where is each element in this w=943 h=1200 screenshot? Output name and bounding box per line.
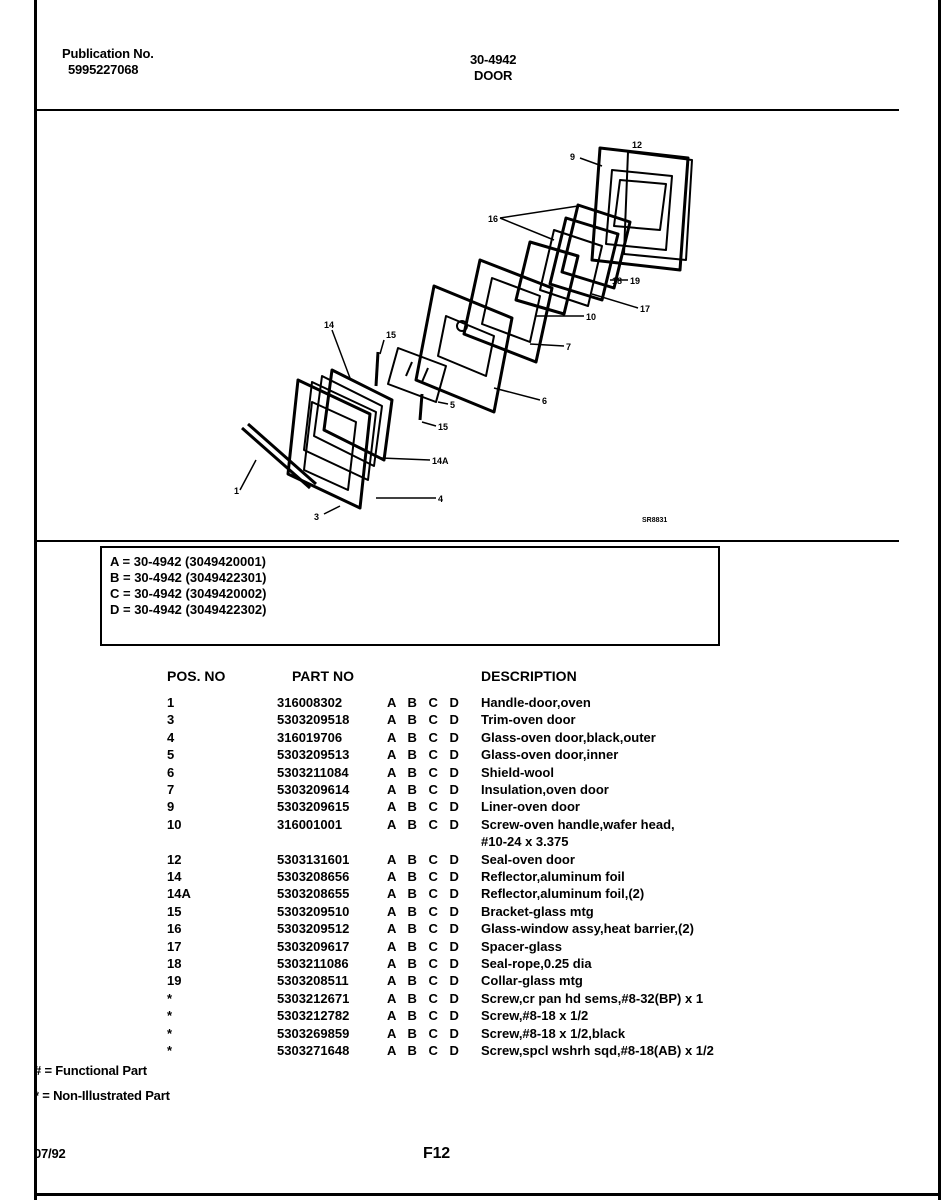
pos-no-cell: 15 (167, 903, 182, 919)
description-cell: Seal-oven door (481, 851, 575, 867)
callout-14a: 14A (432, 456, 449, 466)
diagram-rule (37, 540, 899, 542)
callout-15-top: 15 (386, 330, 397, 340)
diagram-code: SR8831 (642, 517, 668, 524)
table-row (0, 746, 943, 763)
models-cell: A B C D (387, 1043, 463, 1058)
part-no-cell: 5303131601 (277, 851, 350, 867)
pos-no-cell: 9 (167, 799, 175, 815)
table-row (0, 885, 943, 902)
exploded-door-diagram (200, 130, 720, 530)
models-cell: A B C D (387, 747, 463, 763)
pos-no-cell: 4 (167, 729, 175, 745)
table-row (0, 990, 943, 1007)
pos-no-cell: 1 (167, 695, 175, 710)
pos-no-cell: 14A (167, 886, 191, 902)
pos-no-cell: 18 (167, 956, 182, 971)
models-cell: A B C D (387, 729, 463, 745)
pos-no-cell: * (167, 1008, 173, 1024)
model-key-c: C = 30-4942 (3049420002) (110, 586, 267, 601)
description-cell: Shield-wool (481, 764, 554, 780)
publication-number: 5995227068 (68, 62, 139, 77)
table-row (0, 1007, 943, 1024)
table-row (0, 851, 943, 868)
description-cell: Screw,#8-18 x 1/2 (481, 1008, 589, 1024)
table-row (0, 694, 943, 711)
model-series: 30-4942 (470, 52, 517, 67)
models-cell: A B C D (387, 956, 463, 971)
description-cell: Reflector,aluminum foil (481, 869, 625, 884)
model-key-b: B = 30-4942 (3049422301) (110, 570, 267, 585)
models-cell: A B C D (387, 1025, 463, 1041)
table-row (0, 955, 943, 972)
description-cell: Glass-window assy,heat barrier,(2) (481, 921, 694, 937)
models-cell: A B C D (387, 712, 463, 728)
part-no-cell: 5303209614 (277, 782, 350, 797)
table-row (0, 1042, 943, 1059)
models-cell: A B C D (387, 816, 463, 832)
callout-18: 18 (612, 276, 623, 286)
part-no-cell: 5303209615 (277, 799, 350, 815)
description-cell: Spacer-glass (481, 938, 562, 954)
description-cell: Glass-oven door,black,outer (481, 729, 656, 745)
callout-4: 4 (438, 494, 444, 504)
table-row (0, 920, 943, 937)
table-row (0, 868, 943, 885)
models-cell: A B C D (387, 799, 463, 815)
pos-no-cell: 12 (167, 851, 182, 867)
pos-no-cell: 19 (167, 973, 182, 989)
callout-7: 7 (566, 342, 572, 352)
callout-1: 1 (234, 486, 240, 496)
table-row (0, 816, 943, 833)
description-cell: Handle-door,oven (481, 695, 591, 710)
part-no-cell: 316008302 (277, 695, 343, 710)
models-cell: A B C D (387, 921, 463, 937)
header-part-no: PART NO (292, 668, 354, 684)
models-cell: A B C D (387, 869, 463, 884)
legend-functional: # = Functional Part (34, 1063, 147, 1078)
table-row (0, 1025, 943, 1042)
description-cell: Reflector,aluminum foil,(2) (481, 886, 645, 902)
part-no-cell: 5303209510 (277, 903, 350, 919)
part-no-cell: 5303208656 (277, 869, 350, 884)
header-pos-no: POS. NO (167, 668, 226, 684)
description-cell: Screw-oven handle,wafer head, (481, 816, 675, 832)
footer-page: F12 (423, 1145, 450, 1162)
callout-16: 16 (488, 214, 499, 224)
callout-9: 9 (570, 152, 576, 162)
table-row (0, 903, 943, 920)
pos-no-cell: 6 (167, 764, 175, 780)
table-row (0, 798, 943, 815)
part-no-cell: 5303271648 (277, 1043, 350, 1058)
liner-part (592, 148, 688, 270)
model-key-a: A = 30-4942 (3049420001) (110, 554, 266, 569)
pos-no-cell: * (167, 1025, 173, 1041)
callout-17: 17 (640, 304, 651, 314)
callout-14: 14 (324, 320, 335, 330)
publication-label: Publication No. (62, 46, 154, 61)
pos-no-cell: * (167, 990, 173, 1006)
description-cell: Screw,spcl wshrh sqd,#8-18(AB) x 1/2 (481, 1043, 714, 1058)
pos-no-cell: 7 (167, 782, 175, 797)
description-cell: Glass-oven door,inner (481, 747, 619, 763)
part-no-cell: 5303211086 (277, 956, 349, 971)
callout-10: 10 (586, 312, 597, 322)
description-cell: Liner-oven door (481, 799, 580, 815)
pos-no-cell: 10 (167, 816, 182, 832)
table-row (0, 938, 943, 955)
callout-3: 3 (314, 512, 320, 522)
models-cell: A B C D (387, 851, 463, 867)
table-row (0, 972, 943, 989)
table-row (0, 764, 943, 781)
models-cell: A B C D (387, 886, 463, 902)
shield-part (416, 286, 512, 412)
table-row (0, 729, 943, 746)
pos-no-cell: 3 (167, 712, 175, 728)
models-cell: A B C D (387, 695, 463, 710)
models-cell: A B C D (387, 1008, 463, 1024)
part-no-cell: 5303209518 (277, 712, 350, 728)
legend-non-illustrated: * = Non-Illustrated Part (34, 1088, 170, 1103)
callout-15-bottom: 15 (438, 422, 449, 432)
section-title: DOOR (474, 68, 513, 83)
table-row (0, 711, 943, 728)
description-cell: #10-24 x 3.375 (481, 834, 569, 850)
part-no-cell: 5303211084 (277, 764, 349, 780)
pos-no-cell: 16 (167, 921, 182, 937)
models-cell: A B C D (387, 990, 463, 1006)
footer-date: 07/92 (34, 1146, 66, 1161)
part-no-cell: 5303208655 (277, 886, 350, 902)
callout-5: 5 (450, 400, 456, 410)
models-cell: A B C D (387, 938, 463, 954)
part-no-cell: 5303212671 (277, 990, 350, 1006)
header-description: DESCRIPTION (481, 668, 577, 684)
models-cell: A B C D (387, 782, 463, 797)
description-cell: Bracket-glass mtg (481, 903, 594, 919)
models-cell: A B C D (387, 764, 463, 780)
description-cell: Insulation,oven door (481, 782, 609, 797)
pos-no-cell: * (167, 1043, 173, 1058)
description-cell: Screw,cr pan hd sems,#8-32(BP) x 1 (481, 990, 704, 1006)
pos-no-cell: 5 (167, 747, 175, 763)
part-no-cell: 5303269859 (277, 1025, 350, 1041)
part-no-cell: 5303212782 (277, 1008, 350, 1024)
table-row-continuation (0, 833, 943, 850)
part-no-cell: 5303209513 (277, 747, 350, 763)
callout-6: 6 (542, 396, 548, 406)
part-no-cell: 316001001 (277, 816, 343, 832)
callout-19: 19 (630, 276, 641, 286)
description-cell: Trim-oven door (481, 712, 576, 728)
callout-12: 12 (632, 140, 643, 150)
model-key-box (100, 546, 720, 646)
description-cell: Collar-glass mtg (481, 973, 583, 989)
description-cell: Screw,#8-18 x 1/2,black (481, 1025, 626, 1041)
description-cell: Seal-rope,0.25 dia (481, 956, 592, 971)
pos-no-cell: 17 (167, 938, 182, 954)
models-cell: A B C D (387, 903, 463, 919)
model-key-d: D = 30-4942 (3049422302) (110, 602, 267, 617)
part-no-cell: 316019706 (277, 729, 343, 745)
page-border-bottom (34, 1193, 941, 1196)
pos-no-cell: 14 (167, 869, 182, 884)
part-no-cell: 5303209617 (277, 938, 350, 954)
header-rule (37, 109, 899, 111)
part-no-cell: 5303208511 (277, 973, 349, 989)
table-row (0, 781, 943, 798)
part-no-cell: 5303209512 (277, 921, 350, 937)
handle-part (242, 428, 310, 488)
models-cell: A B C D (387, 973, 463, 989)
